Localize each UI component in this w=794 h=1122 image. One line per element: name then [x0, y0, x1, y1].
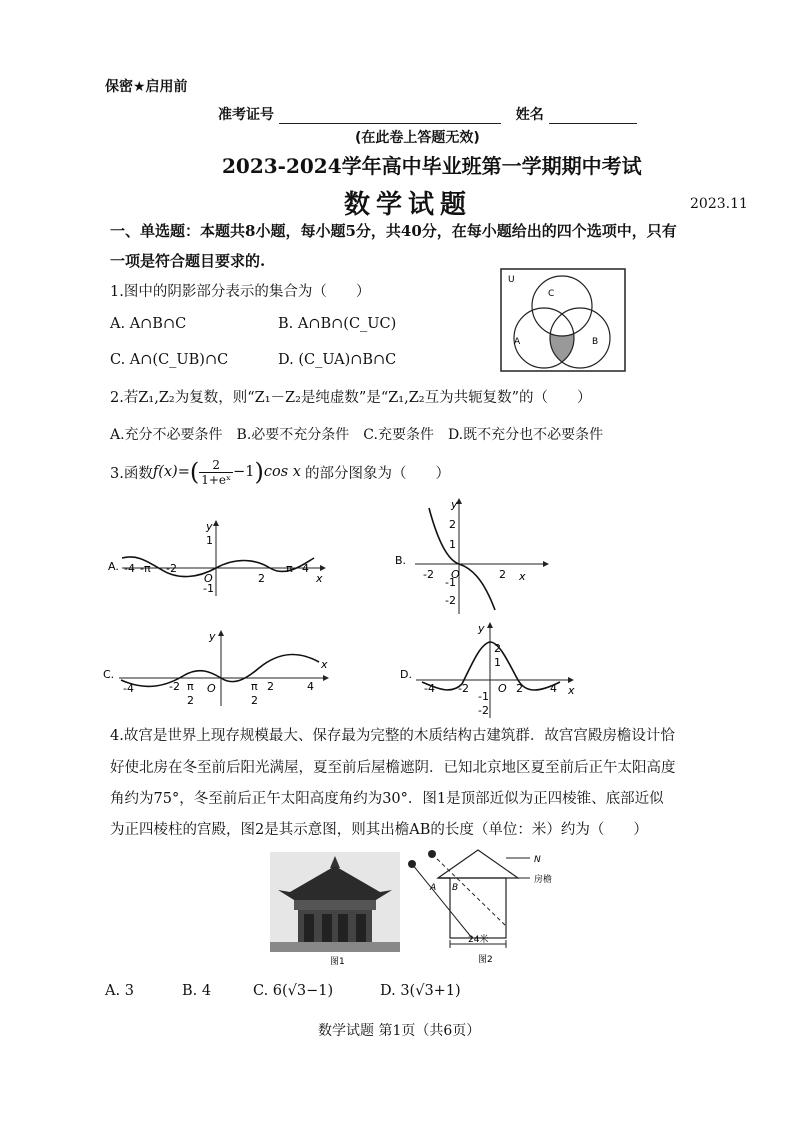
- q1-option-b: B. A∩B∩(C_UC): [278, 316, 397, 332]
- graph-a-tick-neg2: -2: [166, 562, 177, 575]
- building-rect: [450, 878, 506, 938]
- q3-cos: cos x: [263, 464, 301, 480]
- graph-a-tick-m1: -1: [203, 582, 214, 595]
- figure2-label-n: N: [534, 855, 541, 865]
- graph-d-tick-2: 2: [516, 682, 523, 695]
- exam-id-field[interactable]: [279, 109, 501, 124]
- graph-b-tick-ym1: -1: [445, 576, 456, 589]
- venn-diagram: [500, 268, 626, 376]
- graph-d-tick-y2: 2: [494, 642, 501, 655]
- graph-d-tick-ym2: -2: [478, 704, 489, 717]
- q4-option-a: A. 3: [105, 983, 134, 999]
- graph-c-origin: O: [207, 682, 216, 695]
- graph-b-x: x: [519, 570, 526, 583]
- graph-a-origin: O: [204, 572, 213, 585]
- palace-door-3: [338, 914, 348, 942]
- q3-left-paren: (: [189, 458, 200, 486]
- graph-d-tick-y1: 1: [494, 656, 501, 669]
- page-footer: 数学试题 第1页（共6页）: [318, 1023, 481, 1039]
- graph-d-tick-4: 4: [550, 682, 557, 695]
- graph-b-tick-ym2: -2: [445, 594, 456, 607]
- graph-c-label: C.: [103, 668, 115, 681]
- section1-line2: 一项是符合题目要求的.: [110, 252, 266, 270]
- q3-fraction-num: 2: [212, 457, 220, 472]
- graph-a-y: y: [206, 520, 213, 533]
- q3-graph-c: [103, 628, 333, 712]
- graph-d-tick-neg2: -2: [458, 682, 469, 695]
- exam-date: 2023.11: [690, 196, 748, 212]
- figure2-caption: 图2: [478, 955, 493, 965]
- figure2-label-a: A: [430, 883, 437, 893]
- graph-c-tick-2: 2: [267, 680, 274, 693]
- graph-a-label: A.: [108, 560, 119, 573]
- name-field[interactable]: [549, 109, 637, 124]
- exam-title: 2023-2024学年高中毕业班第一学期期中考试: [222, 154, 642, 178]
- q3-stem-post: 的部分图象为（ ）: [304, 465, 450, 482]
- figure1-caption: 图1: [330, 957, 345, 967]
- graph-c-tick-pi-den: 2: [251, 694, 258, 707]
- q3-fraction-den: 1+eˣ: [201, 472, 232, 487]
- graph-c-curve: [121, 654, 319, 686]
- q3-graph-d: [400, 620, 580, 724]
- q1-stem: 1.图中的阴影部分表示的集合为（ ）: [110, 284, 371, 300]
- graph-b-tick-y2: 2: [449, 518, 456, 531]
- q2-stem: 2.若Z₁,Z₂为复数，则“Z₁－Z₂是纯虚数”是“Z₁,Z₂互为共轭复数”的（ ）: [110, 390, 592, 406]
- graph-a-tick-pi: π: [286, 562, 293, 575]
- graph-b-y: y: [451, 498, 458, 511]
- q4-option-c: C. 6(√3−1): [253, 983, 334, 999]
- palace-door-2: [322, 914, 332, 942]
- graph-c-tick-neg4: -4: [123, 682, 134, 695]
- graph-a-tick-negpi: -π: [140, 562, 151, 575]
- graph-c-tick-4: 4: [307, 680, 314, 693]
- q4-figure2: [402, 846, 572, 974]
- palace-door-4: [356, 914, 366, 942]
- q3-stem: [110, 452, 450, 492]
- graph-c-tick-negpi-den: 2: [187, 694, 194, 707]
- roof-triangle: [438, 850, 518, 878]
- graph-a-tick-2: 2: [258, 572, 265, 585]
- graph-b-origin: O: [451, 568, 460, 581]
- graph-c-x: x: [321, 658, 328, 671]
- graph-a-tick-1: 1: [206, 534, 213, 547]
- subject-title: 数学试题: [344, 190, 473, 220]
- q4-line1: 4.故宫是世界上现存规模最大、保存最为完整的木质结构古建筑群．故宫宫殿房檐设计恰: [110, 728, 675, 744]
- graph-d-y: y: [478, 622, 485, 635]
- graph-a-x: x: [316, 572, 323, 585]
- invalid-note: (在此卷上答题无效): [355, 130, 480, 146]
- q4-line2: 好使北房在冬至前后阳光满屋，夏至前后屋檐遮阴．已知北京地区夏至前后正午太阳高度: [110, 760, 676, 776]
- graph-c-tick-negpi: π: [187, 680, 194, 693]
- q4-line4: 为正四棱柱的宫殿，图2是其示意图，则其出檐AB的长度（单位：米）约为（ ）: [110, 822, 648, 838]
- q4-option-b: B. 4: [182, 983, 212, 999]
- graph-c-tick-pi: π: [251, 680, 258, 693]
- graph-c-y: y: [209, 630, 216, 643]
- venn-label-a: A: [514, 337, 521, 347]
- secret-mark: 保密★启用前: [105, 79, 188, 95]
- q1-option-a: A. A∩B∩C: [110, 316, 187, 332]
- figure2-label-b: B: [452, 883, 459, 893]
- graph-b-tick-neg2: -2: [423, 568, 434, 581]
- graph-b-tick-y1: 1: [449, 538, 456, 551]
- graph-b-label: B.: [395, 554, 407, 567]
- q3-function-name: f(x)=: [152, 464, 190, 480]
- figure2-label-width: 24米: [468, 935, 489, 945]
- graph-d-origin: O: [498, 682, 507, 695]
- q3-graph-a: [108, 518, 328, 602]
- venn-label-u: U: [508, 275, 515, 285]
- name-label: 姓名: [515, 107, 544, 123]
- q3-minus-one: −1: [233, 464, 255, 480]
- q4-figure1: [270, 852, 400, 972]
- venn-label-c: C: [548, 289, 555, 299]
- q1-option-d: D. (C_UA)∩B∩C: [278, 352, 397, 368]
- figure2-label-eave: 房檐: [534, 875, 553, 885]
- q2-options: A.充分不必要条件 B.必要不充分条件 C.充要条件 D.既不充分也不必要条件: [110, 427, 604, 443]
- graph-d-label: D.: [400, 668, 412, 681]
- q3-graph-b: [395, 498, 555, 620]
- q3-right-paren: ): [254, 458, 264, 486]
- q1-option-c: C. A∩(C_UB)∩C: [110, 352, 229, 368]
- q3-stem-pre: 3.函数: [110, 465, 153, 482]
- q3-fraction: [199, 458, 233, 487]
- exam-id-row: [218, 104, 637, 124]
- palace-base: [270, 942, 400, 952]
- section1-line1: 一、单选题：本题共8小题，每小题5分，共40分，在每小题给出的四个选项中，只有: [110, 222, 677, 240]
- winter-ray: [432, 854, 506, 926]
- graph-d-curve: [422, 642, 560, 690]
- venn-label-b: B: [592, 337, 599, 347]
- exam-id-label: 准考证号: [218, 107, 274, 123]
- graph-b-curve: [429, 508, 495, 610]
- graph-a-tick-4: 4: [302, 562, 309, 575]
- graph-c-tick-neg2: -2: [169, 680, 180, 693]
- graph-b-tick-2: 2: [499, 568, 506, 581]
- q4-option-d: D. 3(√3+1): [380, 983, 461, 999]
- graph-d-tick-neg4: -4: [424, 682, 435, 695]
- graph-a-tick-neg4: -4: [124, 562, 135, 575]
- graph-d-x: x: [568, 684, 575, 697]
- q4-line3: 角约为75°，冬至前后正午太阳高度角约为30°．图1是顶部近似为正四棱锥、底部近似: [110, 791, 664, 807]
- palace-door-1: [304, 914, 314, 942]
- palace-eave: [294, 900, 376, 910]
- graph-d-tick-ym1: -1: [478, 690, 489, 703]
